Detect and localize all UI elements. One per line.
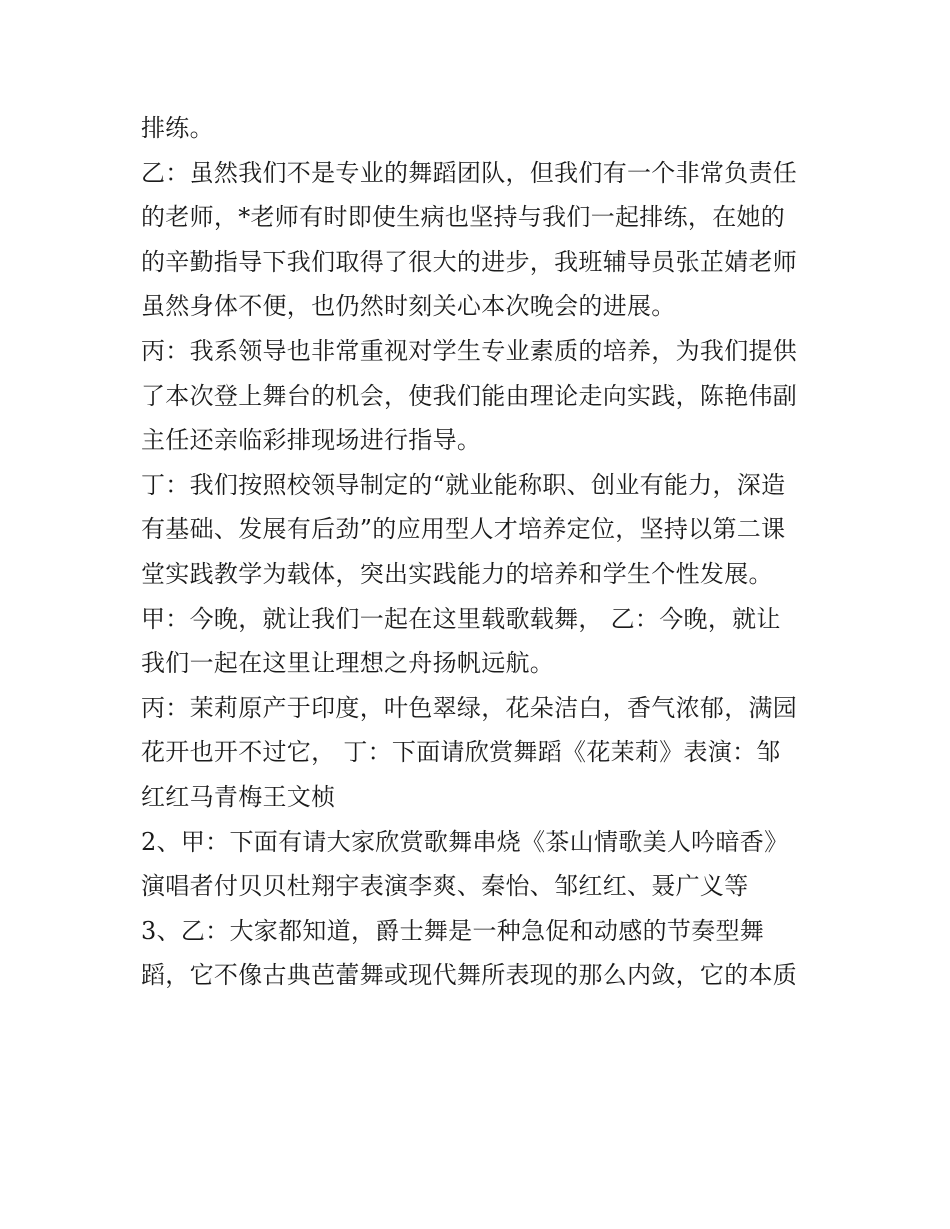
text-line: 演唱者付贝贝杜翔宇表演李爽、秦怡、邹红红、聂广义等: [141, 872, 749, 901]
text-line: 蹈，它不像古典芭蕾舞或现代舞所表现的那么内敛，它的本质: [141, 961, 798, 990]
text-line: 红红马青梅王文桢: [141, 782, 336, 811]
text-line: 有基础、发展有后劲”的应用型人才培养定位，坚持以第二课: [141, 515, 786, 544]
text-line: 乙：虽然我们不是专业的舞蹈团队，但我们有一个非常负责任: [141, 158, 798, 187]
text-line: 丙：我系领导也非常重视对学生专业素质的培养，为我们提供: [141, 336, 798, 365]
text-line: 虽然身体不便，也仍然时刻关心本次晚会的进展。: [141, 292, 676, 321]
text-line: 2、甲：下面有请大家欣赏歌舞串烧《茶山情歌美人吟暗香》: [141, 827, 789, 856]
text-line: 甲：今晚，就让我们一起在这里载歌载舞， 乙：今晚，就让: [141, 604, 781, 633]
text-line: 的辛勤指导下我们取得了很大的进步，我班辅导员张芷婧老师: [141, 247, 798, 276]
document-body: [141, 106, 821, 998]
text-line: 堂实践教学为载体，突出实践能力的培养和学生个性发展。: [141, 559, 773, 588]
text-line: 的老师，*老师有时即使生病也坚持与我们一起排练，在她的: [141, 203, 786, 232]
text-line: 了本次登上舞台的机会，使我们能由理论走向实践，陈艳伟副: [141, 381, 798, 410]
text-line: 主任还亲临彩排现场进行指导。: [141, 426, 482, 455]
text-line: 3、乙：大家都知道，爵士舞是一种急促和动感的节奏型舞: [141, 916, 765, 945]
text-line: 排练。: [141, 114, 214, 142]
text-line: 丙：茉莉原产于印度，叶色翠绿，花朵洁白，香气浓郁，满园: [141, 693, 798, 722]
text-line: 我们一起在这里让理想之舟扬帆远航。: [141, 649, 555, 678]
text-line: 丁：我们按照校领导制定的“就业能称职、创业有能力，深造: [141, 470, 786, 499]
text-line: 花开也开不过它， 丁：下面请欣赏舞蹈《花茉莉》表演：邹: [141, 738, 781, 767]
